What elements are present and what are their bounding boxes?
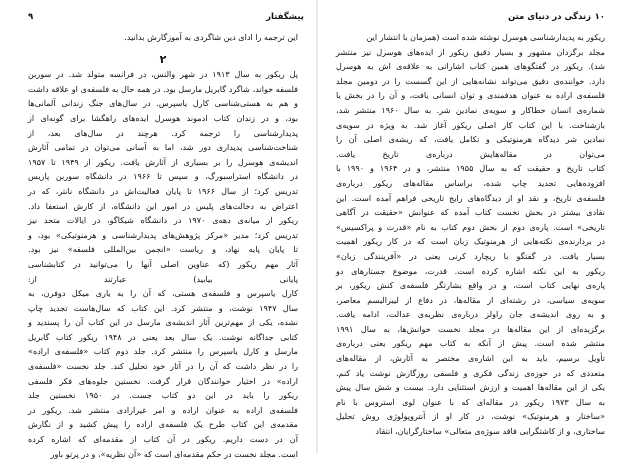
text-line: است. مجلد نخست در حکم مقدمه‌ای است که «آن نظریه»، و در پرتو باور — [50, 448, 298, 459]
text-line: سال ۱۹۴۷ نوشت، و منتشر کرد. این کتاب که سال‌هاست تجدید چاپ — [28, 302, 299, 313]
text-line: پایانی بیابید) عبارتند از: — [28, 273, 298, 284]
text-line: نقادی بیشتر در بخش نخست کتاب آمده که عنوانش «حقیقت در آگاهی — [336, 207, 605, 218]
text-line: بسیار یافت. در گفتگو با ریچارد کرنی یعنی در «آفرینندگی زبان» — [336, 250, 605, 261]
running-title: پیشگفتار — [266, 12, 304, 22]
left-page-body — [28, 30, 298, 461]
section-heading: ۲ — [159, 52, 167, 66]
text-line: آن در دست داریم. ریکور در آن کتاب از مقدمه‌ای که اشاره کرده — [28, 434, 298, 445]
text-line: مارسل و کارل یاسپرس را منتشر کرد. جلد دوم کتاب «فلسفه‌ی اراده» — [28, 346, 298, 357]
text-line: شد). ریکور در گفتگوهای همین کتاب اشاراتی به علاقه‌ی اش به هوسرل — [336, 61, 605, 72]
right-page — [318, 0, 627, 453]
text-line: ساختاری، و از کاشتگرایی فاقد سوژه‌ی متعالی» ساختارگرایان، انتقاد — [375, 426, 605, 437]
text-line: «ساختار و هرمنوتیک» نوشت، در کار او از آنتروپولوژی روش تحلیل — [336, 411, 605, 422]
right-page-body — [336, 30, 605, 439]
text-line: مجلد برگردان مشهور و بسیار دقیق ریکور از ایده‌های هوسرل نیز منتشر — [336, 46, 605, 57]
text-line: بازشناخت. با این کتاب کار اصلی ریکور آغاز شد. به ویژه در سویه‌ی — [336, 119, 605, 130]
text-line: سویه‌ی سیاسی، در رشته‌ای از مقاله‌ها، در دفاع از لیبرالیسم معاصر، — [336, 294, 605, 305]
text-line: برگزیده‌ای از این مقاله‌ها در مجلد نخست خوانش‌ها، به سال ۱۹۹۱ — [336, 323, 605, 334]
text-line: یکی از این مقاله‌ها اهمیت و ارزش استثنایی دارد. بیست و شش سال پیش — [336, 382, 605, 393]
text-line: تدریس کرد؛ مدیر «مرکز پژوهش‌های پدیدارشناسی و هرمنوتیکی» بود، و — [28, 229, 298, 240]
text-line: تا پایان پایه نهاد، و ریاست «انجمن بین‌المللی فلسفه» نیز بود. — [28, 244, 298, 255]
text-line: ریکور به پدیدارشناسی هوسرل نوشته شده است (همزمان با انتشار این — [366, 32, 605, 42]
text-line: تأویل برسیم، باید به این اشاره‌ی مختصر به آثارش، از مقاله‌های — [336, 353, 605, 364]
text-line: منتشر شده است. پیش از آنکه به کتاب مهم ریکور یعنی درباره‌ی — [336, 338, 605, 349]
left-page-header — [28, 12, 304, 26]
text-line: اراده» در اختیار خوانندگان قرار گرفت. نخستین جلوه‌های فکر فلسفی — [28, 375, 298, 386]
text-line: و هم به هستی‌شناسی کارل یاسپرس. در سال‌های جنگ زندانی آلمانی‌ها — [28, 98, 298, 109]
text-line: اعتراض به دخالت‌های پلیس در امور این دانشگاه، از کارش استعفا داد. — [28, 200, 298, 211]
page-number: ۱۰ — [594, 12, 605, 22]
text-line: افزوده‌هایی تجدید چاپ شده، براساس مقاله‌های ریکور درباره‌ی — [336, 177, 605, 188]
right-page-header — [332, 12, 605, 26]
text-line: تاریخی» است. پاره‌ی دوم از بخش دوم کتاب به نام «قدرت و پراکسیس» — [336, 221, 605, 232]
text-line: شناخت‌شناسی پدیداری دور شد، اما به آسانی می‌توان در تمامی آثارش — [28, 142, 298, 153]
text-line: این ترجمه را ادای دین شاگردی به آموزگارش بدانید. — [124, 32, 298, 42]
text-line: در بردارنده‌ی نکته‌هایی از هرمنوتیک زبان است که در کار ریکور اهمیت — [336, 236, 605, 247]
text-line: فلسفه خواند، شاگرد گابریل مارسل بود. در همه حال به فلسفه‌ی او علاقه داشت — [28, 83, 298, 94]
text-line: فلسفه‌ی تاریخ، و نقد او از دیدگاه‌های رایج تاریخی فراهم آمده است. این — [336, 192, 605, 203]
text-line: اندیشه‌ی هوسرل را بر بسیاری از آثارش یافت. ریکور از ۱۹۴۹ تا ۱۹۵۷ — [28, 156, 298, 167]
text-line: کتاب تاریخ و حقیقت که به سال ۱۹۵۵ منتشر، و در ۱۹۶۴ و ۱۹۹۰ با — [336, 163, 606, 174]
text-line: به سال ۱۹۷۳ ریکور در مقاله‌ای که با عنوان لوی استروس با نام — [336, 396, 605, 407]
text-line: فلسفه‌ی اراده به عنوان هدفمندی و توان انسانی یافت، و آن را در بخش یا — [336, 90, 605, 101]
text-line: آثار مهم ریکور (که عناوین اصلی آنها را می‌توانید در کتابشناسی — [28, 258, 298, 269]
text-line: نمادین شر دیدگاه هرمنوتیکی و تکامل یافت، که ریشه‌ی اصلی آن را — [336, 134, 605, 145]
text-line: پاره‌ی نهایی کتاب است، و در واقع بشارتگر فلسفه‌ی کنش ریکور، بر — [336, 280, 605, 291]
text-line: در دانشگاه استراسبورگ، و سپس تا ۱۹۶۶ در دانشگاه سوربن پاریس — [28, 171, 298, 182]
text-line: تدریس کرد؛ از سال ۱۹۶۶ تا پایان فعالیت‌اش در دانشگاه نانتر، که در — [28, 185, 298, 196]
text-line: نشده، یکی از مهم‌ترین آثار اندیشه‌ی مارسل در این کتاب آن را پسندید و — [28, 317, 298, 328]
text-line: شماره‌ی انسان خطاکار و سویه‌ی نمادین شر. به سال ۱۹۶۰ منتشر شد، — [336, 104, 605, 115]
text-line: فلسفه‌ی اراده به عنوان اراده و امر غیرارادی منتشر شد. ریکور در — [28, 404, 298, 415]
text-line: مقدمه‌ی این کتاب طرح یک فلسفه‌ی اراده را پیش کشید و از نگارش — [28, 419, 298, 430]
text-line: ریکور را باید در این دو کتاب جست. در ۱۹۵۰ نخستین جلد — [28, 390, 298, 401]
text-line: را در نظر داشت که آن را در آثار خود تحلیل کند. جلد نخست «فلسفه‌ی — [28, 361, 298, 372]
text-line: و به روی اندیشه‌ی جان راولز درباره‌ی نظریه‌ی عدالت، ادامه یافت. — [336, 309, 605, 320]
text-line: کتابی جداگانه نوشت. یک سال بعد یعنی در ۱۹۴۸ ریکور کتاب گابریل — [28, 331, 298, 342]
text-line: کارل یاسپرس و فلسفه‌ی هستی، که آن را به یاری میکل دوفرن، به — [28, 288, 298, 299]
text-line: پل ریکور به سال ۱۹۱۳ در شهر والنس، در فرانسه متولد شد. در سوربن — [28, 69, 298, 80]
text-line: بود، و در زندان کتاب ادموند هوسرل ایده‌های راهگشا برای گونه‌ای از — [28, 112, 298, 123]
paragraph-gap — [28, 45, 298, 53]
text-line: می‌توان در مقاله‌هایش درباره‌ی تاریخ یافت. — [336, 148, 605, 159]
text-line: ریکور از میانه‌ی دهه‌ی ۱۹۷۰ در دانشگاه شیکاگو، در ایالات متحد نیز — [28, 215, 298, 226]
text-line: متعددی که در حوزه‌ی زندگی فکری و فلسفی روزگارش نوشت یاد کنم. — [336, 367, 605, 378]
running-title: زندگی در دنیای متن — [507, 12, 591, 22]
text-line: ریکور به این نکته اشاره کرده است. قدرت، موضوع جستارهای دو — [336, 265, 605, 276]
text-line: دارد. خواننده‌ی دقیق می‌تواند نشانه‌هایی از این گسست را در دومین مجلد — [336, 75, 605, 86]
text-line: پدیدارشناسی را ترجمه کرد. هرچند در سال‌های بعد، از — [28, 127, 298, 138]
page-number: ۹ — [28, 12, 34, 22]
